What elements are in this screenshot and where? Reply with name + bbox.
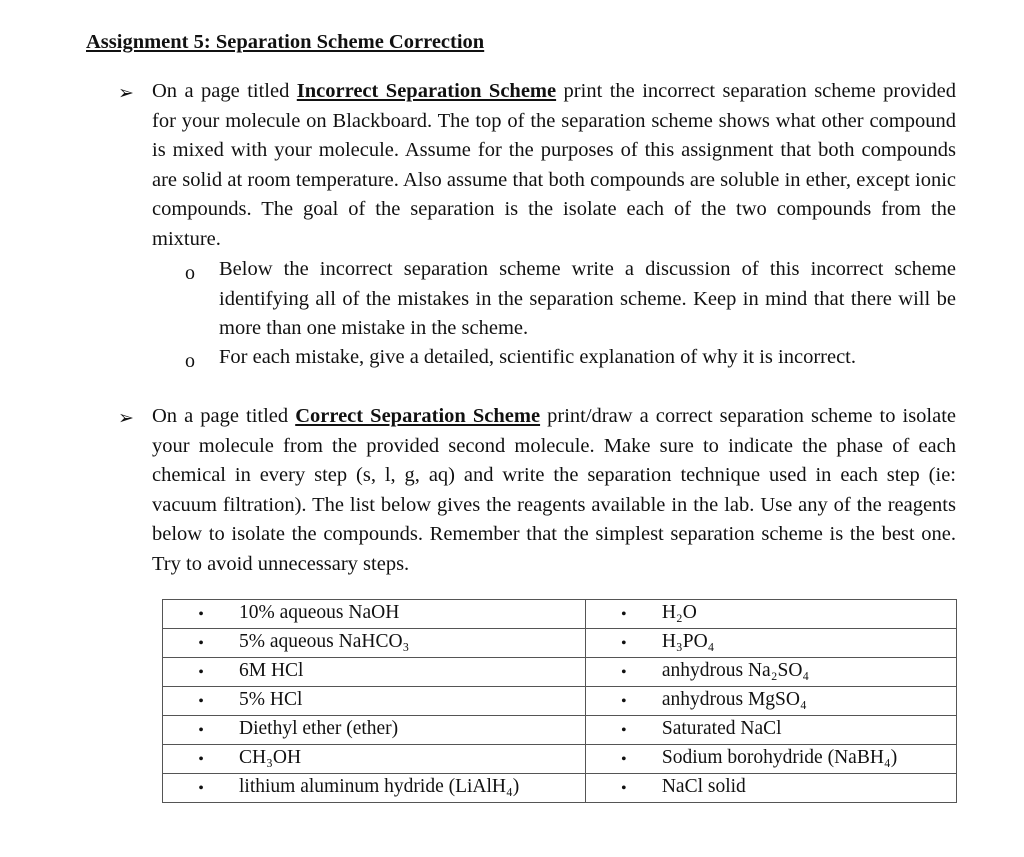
reagent-name: 5% HCl [239,689,303,710]
reagent-name: H₂O [661,602,697,623]
reagent-cell-right [585,629,956,658]
table-row [163,658,957,687]
circle-bullet-icon: o [185,350,195,372]
bullet-dot-icon: • [621,751,627,768]
reagent-name: anhydrous Na₂SO₄ [661,660,810,681]
arrow-bullet-icon: ➢ [118,83,134,104]
reagent-cell-right [585,774,956,803]
bullet-dot-icon: • [621,722,627,739]
subbullet-explanation: For each mistake, give a detailed, scientific explanation of why it is incorrect. [219,346,856,368]
table-row [163,774,957,803]
section1-lead: On a page titled [152,80,297,102]
circle-bullet-icon: o [185,262,195,284]
bullet-dot-icon: • [198,664,204,681]
reagent-cell-left [163,745,586,774]
reagent-cell-left [163,774,586,803]
section1-page-title: Incorrect Separation Scheme [296,80,557,102]
bullet-dot-icon: • [198,693,204,710]
subbullet-discussion: Below the incorrect separation scheme write a discussion of this incorrect scheme identifying all of the mistakes in the separation scheme. Keep in mind that there will be more than one mistake in the scheme. [219,258,956,340]
reagent-cell-right [585,687,956,716]
bullet-dot-icon: • [198,751,204,768]
reagent-name: CH₃OH [239,747,302,768]
bullet-dot-icon: • [198,722,204,739]
section2-page-title: Correct Separation Scheme [295,405,541,427]
reagent-cell-right [585,716,956,745]
assignment-heading: Assignment 5: Separation Scheme Correction [86,31,485,53]
reagent-cell-left [163,687,586,716]
bullet-dot-icon: • [198,635,204,652]
table-row [163,716,957,745]
section2-body: print/draw a correct separation scheme to isolate your molecule from the provided second molecule. Make sure to indicate the phase of each chemical in every step (s, l, g, aq) and write the separation technique used in each step (ie: vacuum filtration). The list below gives the reagents available in the lab. Use any of the reagents below to isolate the compounds. Remember that the simplest separation scheme is the best one. Try to avoid unnecessary steps. [152,405,957,575]
reagent-cell-right [585,600,956,629]
reagent-name: Diethyl ether (ether) [239,718,399,739]
reagent-name: NaCl solid [661,776,746,797]
section2-lead: On a page titled [152,405,296,427]
reagent-cell-left [163,629,586,658]
reagents-table [162,599,957,803]
arrow-bullet-icon: ➢ [118,408,134,429]
reagent-cell-left [163,600,586,629]
reagent-cell-left [163,716,586,745]
section2-paragraph [152,402,956,580]
reagent-name: Sodium borohydride (NaBH₄) [661,747,898,768]
reagent-name: 6M HCl [239,660,304,681]
table-row [163,687,957,716]
reagent-cell-right [585,658,956,687]
reagent-name: lithium aluminum hydride (LiAlH₄) [239,776,520,797]
bullet-dot-icon: • [198,606,204,623]
bullet-dot-icon: • [621,780,627,797]
bullet-dot-icon: • [621,664,627,681]
reagent-name: anhydrous MgSO₄ [661,689,807,710]
reagent-cell-right [585,745,956,774]
bullet-dot-icon: • [621,693,627,710]
section1-paragraph [152,77,956,255]
table-row [163,745,957,774]
reagent-cell-left [163,658,586,687]
bullet-dot-icon: • [198,780,204,797]
bullet-dot-icon: • [621,635,627,652]
section1-body: print the incorrect separation scheme provided for your molecule on Blackboard. The top of the separation scheme shows what other compound is mixed with your molecule. Assume for the purposes of this assignment that both compounds are solid at room temperature. Also assume that both compounds are soluble in ether, except ionic compounds. The goal of the separation is the isolate each of the two compounds from the mixture. [152,80,956,250]
table-row [163,629,957,658]
reagent-name: Saturated NaCl [661,718,782,739]
table-row [163,600,957,629]
bullet-dot-icon: • [621,606,627,623]
reagent-name: H₃PO₄ [661,631,715,652]
reagent-name: 10% aqueous NaOH [239,602,400,623]
reagent-name: 5% aqueous NaHCO₃ [239,631,410,652]
